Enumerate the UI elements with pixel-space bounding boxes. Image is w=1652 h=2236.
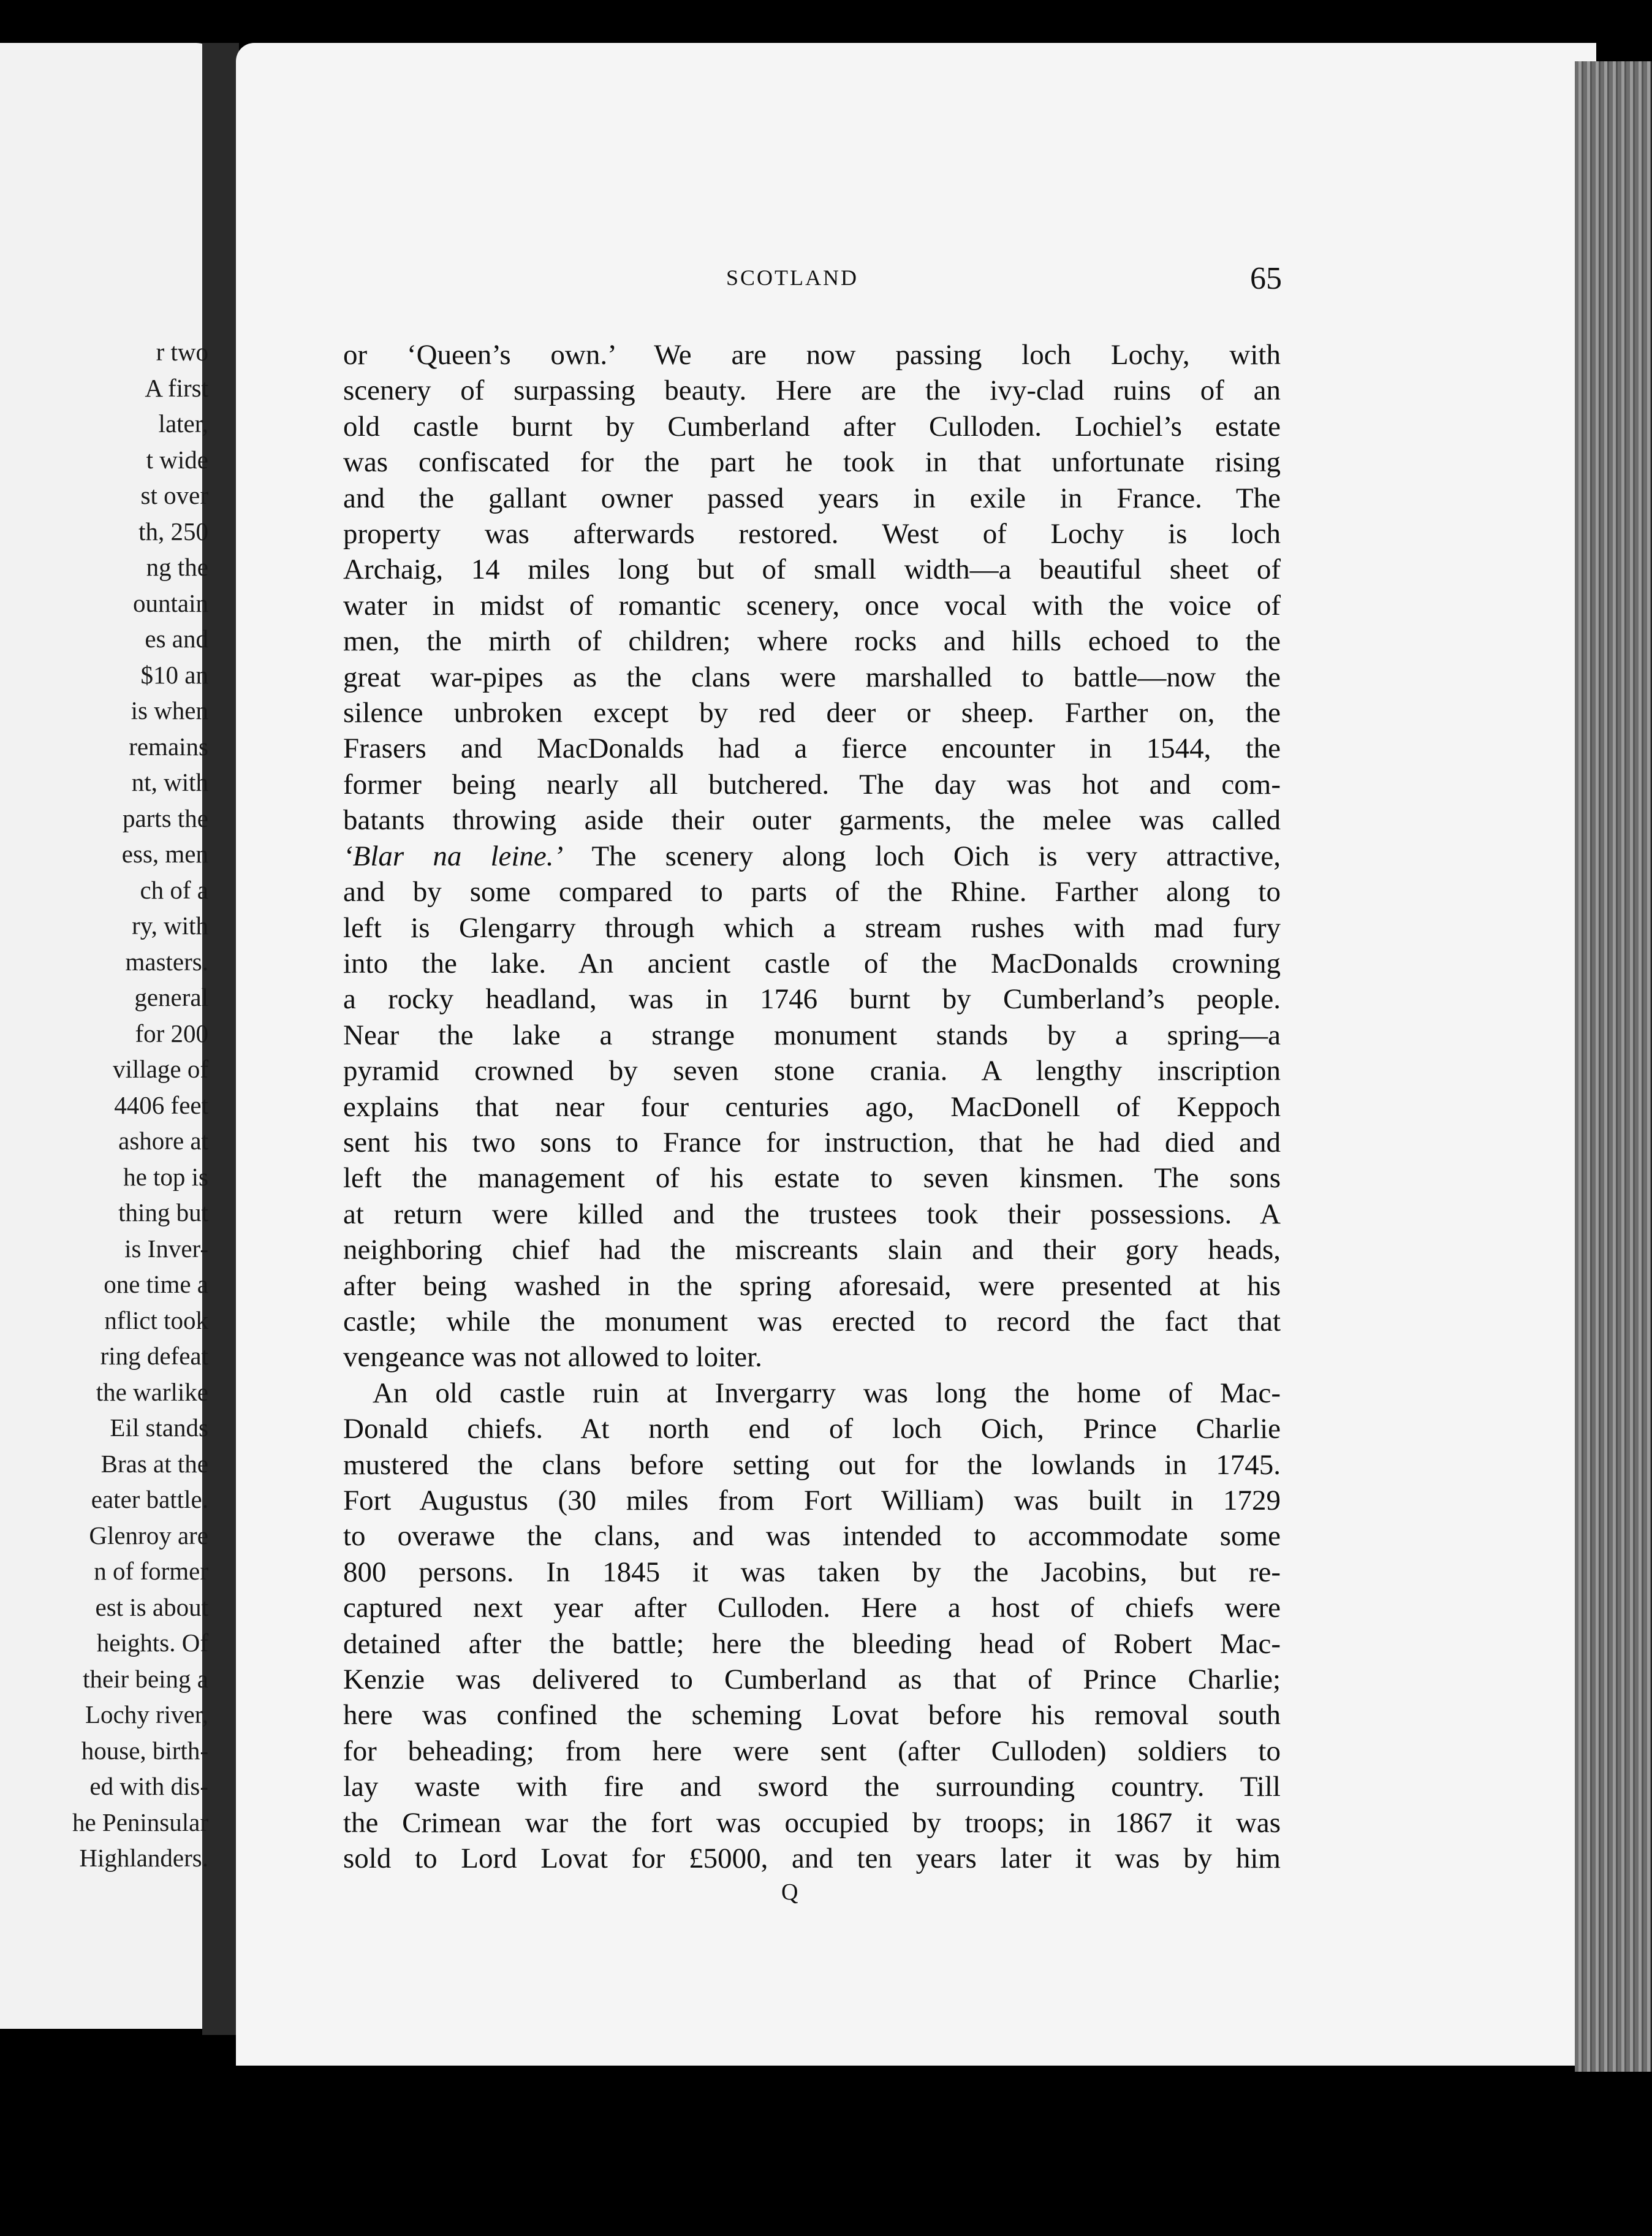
text-line: [343, 444, 1281, 480]
facing-page-line: he top is: [123, 1162, 208, 1191]
text-line: [343, 588, 1281, 623]
facing-page-line: ry, with: [132, 911, 208, 940]
facing-page-line: eater battle.: [91, 1485, 208, 1513]
facing-page-line: ess, men: [121, 840, 208, 868]
text-line-content: pyramid crowned by seven stone crania. A lengthy inscription: [343, 1055, 1281, 1087]
facing-page-line: house, birth-: [81, 1736, 208, 1765]
text-line-content: The scenery along loch Oich is very attractive,: [563, 840, 1281, 872]
text-line: [343, 373, 1281, 408]
text-line-content: or ‘Queen’s own.’ We are now passing loch Lochy, with: [343, 339, 1281, 371]
text-line-content: to overawe the clans, and was intended to accommodate some: [343, 1520, 1281, 1553]
text-line: [343, 1626, 1281, 1662]
text-line: [343, 874, 1281, 910]
text-line-content: here was confined the scheming Lovat before his removal south: [343, 1699, 1281, 1732]
text-line-content: and the gallant owner passed years in exile in France. The: [343, 482, 1281, 514]
text-line: [343, 946, 1281, 981]
text-line: [343, 337, 1281, 373]
text-line: [343, 516, 1281, 552]
text-line: [343, 1339, 1281, 1375]
facing-page-line: ed with dis-: [89, 1772, 208, 1800]
text-line-content: was confiscated for the part he took in that unfortunate rising: [343, 446, 1281, 479]
text-line-content: Donald chiefs. At north end of loch Oich, Prince Charlie: [343, 1413, 1281, 1445]
text-line: [343, 409, 1281, 444]
facing-page-line: th, 250: [138, 517, 208, 546]
text-line-content: property was afterwards restored. West of Lochy is loch: [343, 518, 1281, 550]
text-line-content: Kenzie was delivered to Cumberland as that of Prince Charlie;: [343, 1664, 1281, 1696]
facing-page-line: Bras at the: [100, 1449, 208, 1478]
facing-page-line: parts the: [122, 804, 208, 832]
text-line: [343, 552, 1281, 587]
text-line-content: detained after the battle; here the bleeding head of Robert Mac-: [343, 1627, 1281, 1660]
text-line-content: for beheading; from here were sent (after Culloden) soldiers to: [343, 1735, 1281, 1767]
text-line-content: sent his two sons to France for instruction, that he had died and: [343, 1126, 1281, 1158]
text-line-content: Archaig, 14 miles long but of small width—a beautiful sheet of: [343, 553, 1281, 586]
text-line-content: 800 persons. In 1845 it was taken by the Jacobins, but re-: [343, 1556, 1281, 1588]
text-line-content: Near the lake a strange monument stands by a spring—a: [343, 1019, 1281, 1051]
text-line: [343, 1554, 1281, 1590]
facing-page-line: masters.: [125, 947, 208, 976]
facing-page-line: A first: [145, 373, 208, 402]
facing-page-line: ch of a: [140, 875, 208, 904]
text-line: [343, 1805, 1281, 1841]
text-line-content: left is Glengarry through which a stream rushes with mad fury: [343, 911, 1281, 944]
facing-page-line: general: [134, 983, 208, 1011]
text-line-content: scenery of surpassing beauty. Here are the ivy-clad ruins of an: [343, 375, 1281, 407]
text-line: [343, 838, 1281, 874]
text-line: [343, 1518, 1281, 1554]
facing-page-line: Lochy river,: [85, 1700, 208, 1728]
text-line-content: Frasers and MacDonalds had a fierce encounter in 1544, the: [343, 732, 1281, 765]
text-line-content: a rocky headland, was in 1746 burnt by Cumberland’s people.: [343, 983, 1281, 1016]
facing-page-line: nt, with: [131, 768, 208, 796]
text-line-content: into the lake. An ancient castle of the MacDonalds crowning: [343, 947, 1281, 979]
italic-phrase: ‘Blar na leine.’: [343, 840, 564, 872]
facing-page-line: $10 an: [140, 660, 208, 689]
text-line: [343, 623, 1281, 659]
signature-mark: Q: [781, 1879, 798, 1905]
text-line: [343, 660, 1281, 695]
text-line: [343, 1590, 1281, 1626]
facing-page-line: ng the: [146, 553, 208, 581]
page-edges: [1575, 61, 1651, 2072]
facing-page-line: es and: [145, 625, 208, 653]
facing-page-line: Eil stands: [110, 1413, 208, 1442]
facing-page-line: 4406 feet: [114, 1090, 208, 1119]
text-line-content: mustered the clans before setting out for the lowlands in 1745.: [343, 1448, 1281, 1481]
facing-page-line: ring defeat: [100, 1342, 208, 1370]
running-head: SCOTLAND: [726, 265, 859, 290]
facing-page-line: he Peninsular: [72, 1808, 208, 1836]
facing-page-line: remains: [129, 732, 208, 761]
text-line-content: men, the mirth of children; where rocks and hills echoed to the: [343, 625, 1281, 658]
text-line-content: lay waste with fire and sword the surrounding country. Till: [343, 1771, 1281, 1803]
text-line: [343, 1447, 1281, 1483]
facing-page-line: village of: [113, 1055, 208, 1083]
text-line-content: vengeance was not allowed to loiter.: [343, 1341, 762, 1374]
text-line-content: great war-pipes as the clans were marshalled to battle—now the: [343, 661, 1281, 693]
text-line: [343, 767, 1281, 802]
facing-page-line: is when: [131, 696, 208, 724]
facing-page-line: r two: [156, 338, 208, 366]
text-line: [343, 481, 1281, 516]
text-line-content: left the management of his estate to seven kinsmen. The sons: [343, 1162, 1281, 1195]
facing-page-line: for 200: [135, 1019, 208, 1048]
text-line-content: castle; while the monument was erected to record the fact that: [343, 1305, 1281, 1337]
text-line: [343, 802, 1281, 838]
text-line-content: batants throwing aside their outer garments, the melee was called: [343, 804, 1281, 837]
facing-page-line: Highlanders.: [79, 1844, 208, 1872]
text-line: [343, 1017, 1281, 1053]
text-line: [343, 1733, 1281, 1769]
text-line: [343, 1375, 1281, 1411]
facing-page-line: is Inver-: [124, 1234, 208, 1263]
text-line: [343, 1769, 1281, 1804]
facing-page-line: Glenroy are: [89, 1521, 208, 1550]
facing-page-line: their being a: [83, 1664, 208, 1693]
facing-page-line: the warlike: [96, 1377, 208, 1406]
facing-page-line: st over: [140, 481, 208, 509]
facing-page-line: t wide: [146, 445, 208, 474]
text-line: [343, 1697, 1281, 1733]
facing-page-line: heights. Of: [96, 1629, 208, 1657]
facing-page-line: ashore at: [118, 1127, 208, 1155]
facing-page-line: nflict took: [104, 1306, 208, 1334]
text-line: [343, 1053, 1281, 1089]
text-line-content: and by some compared to parts of the Rhine. Farther along to: [343, 876, 1281, 908]
text-line-content: neighboring chief had the miscreants slain and their gory heads,: [343, 1234, 1281, 1266]
facing-page-text: [0, 334, 208, 1876]
text-line: [343, 695, 1281, 731]
text-line: [343, 1304, 1281, 1339]
text-line-content: at return were killed and the trustees took their possessions. A: [343, 1198, 1281, 1230]
text-line-content: old castle burnt by Cumberland after Culloden. Lochiel’s estate: [343, 410, 1281, 443]
text-line-content: the Crimean war the fort was occupied by troops; in 1867 it was: [343, 1806, 1281, 1839]
facing-page-line: n of former: [94, 1557, 208, 1585]
text-line: [343, 1483, 1281, 1518]
facing-page-line: thing but: [118, 1198, 208, 1226]
text-line: [343, 1411, 1281, 1447]
body-text: [343, 337, 1281, 1876]
text-line: [343, 1662, 1281, 1697]
text-line: [343, 1268, 1281, 1304]
facing-page-line: later,: [158, 409, 208, 438]
text-line-content: water in midst of romantic scenery, once vocal with the voice of: [343, 589, 1281, 622]
facing-page-line: one time a: [104, 1270, 208, 1298]
text-line-content: sold to Lord Lovat for £5000, and ten years later it was by him: [343, 1842, 1281, 1875]
text-line: [343, 910, 1281, 946]
text-line-content: after being washed in the spring aforesaid, were presented at his: [343, 1269, 1281, 1302]
text-line: [343, 731, 1281, 766]
text-line-content: Fort Augustus (30 miles from Fort William) was built in 1729: [343, 1485, 1281, 1516]
text-line: [343, 1232, 1281, 1268]
facing-page-line: ountain: [133, 588, 208, 617]
facing-page-line: est is about: [95, 1592, 208, 1621]
text-line-content: explains that near four centuries ago, MacDonell of Keppoch: [343, 1090, 1281, 1123]
text-line-content: silence unbroken except by red deer or sheep. Farther on, the: [343, 697, 1281, 729]
text-line: [343, 981, 1281, 1017]
page-number: 65: [1250, 261, 1282, 296]
text-line-content: captured next year after Culloden. Here a host of chiefs were: [343, 1592, 1281, 1624]
text-line: [343, 1160, 1281, 1196]
text-line: [343, 1841, 1281, 1876]
text-line: [343, 1196, 1281, 1232]
text-line: [343, 1125, 1281, 1160]
text-line: [343, 1089, 1281, 1125]
text-line-content: An old castle ruin at Invergarry was long the home of Mac-: [373, 1377, 1281, 1409]
text-line-content: former being nearly all butchered. The day was hot and com-: [343, 768, 1281, 800]
